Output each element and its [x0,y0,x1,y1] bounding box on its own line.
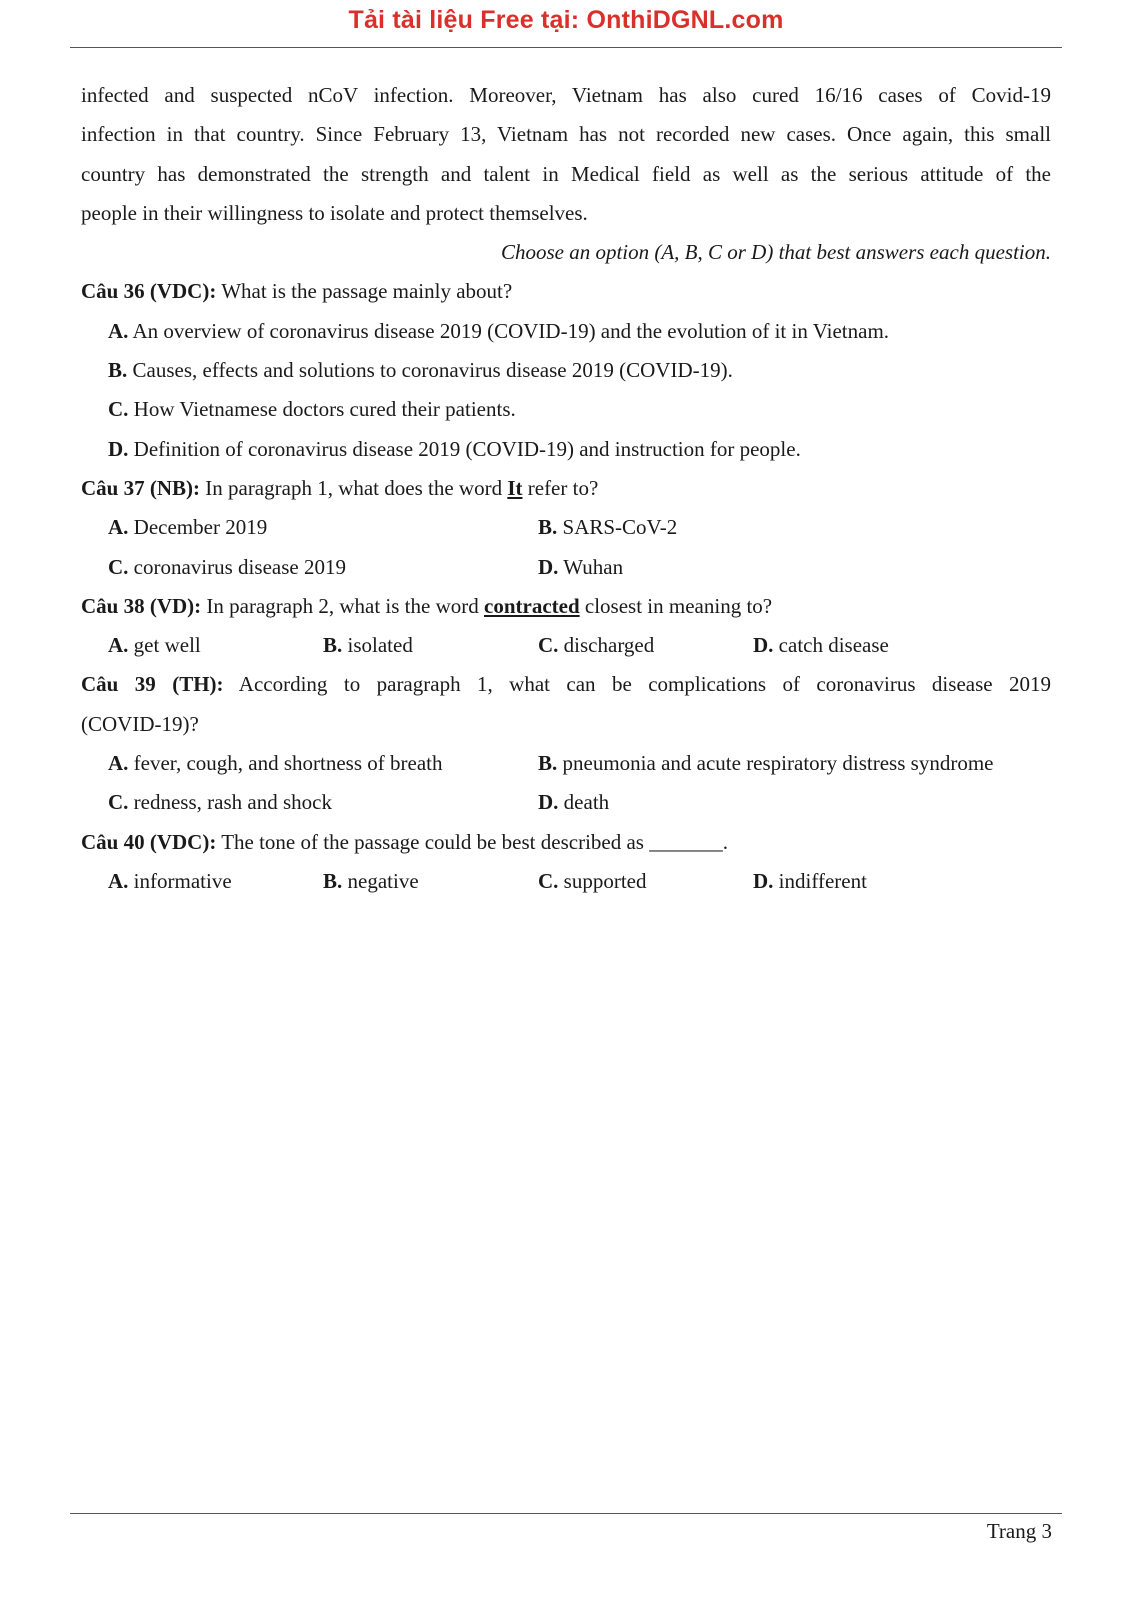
option-letter: A. [108,515,129,540]
option-text: Definition of coronavirus disease 2019 (COVID-19) and instruction for people. [128,436,801,461]
option-letter: B. [323,633,343,658]
option-row [81,744,1051,783]
option-row [81,508,1051,547]
option-text: indifferent [773,868,867,893]
option-a [108,508,538,547]
option-text: pneumonia and acute respiratory distress syndrome [557,751,994,776]
passage-line: people in their willingness to isolate and protect themselves. [81,200,588,225]
footer-divider [70,1513,1062,1514]
question-stem [81,469,1051,508]
question-stem [81,272,1051,311]
option-text: December 2019 [128,515,268,540]
question-keyword: It [507,475,523,500]
option-a [81,312,1051,351]
question-stem-continued: (COVID-19)? [81,711,199,736]
option-a [108,744,538,783]
option-text: death [558,790,610,815]
passage-line: infected and suspected nCoV infection. Moreover, Vietnam has also cured 16/16 cases of Covid-19 [81,83,1051,107]
option-c [538,626,753,665]
question-keyword: contracted [484,593,580,618]
option-letter: A. [108,633,129,658]
option-text: informative [128,868,232,893]
question-text: According to paragraph 1, what can be complications of coronavirus disease 2019 [223,672,1052,697]
header-site-link[interactable]: Tải tài liệu Free tại: OnthiDGNL.com [348,6,784,34]
question-text: In paragraph 2, what is the word [201,593,484,618]
option-text: An overview of coronavirus disease 2019 (COVID-19) and the evolution of it in Vietnam. [128,318,890,343]
option-d [538,783,968,822]
question-text: closest in meaning to? [579,593,773,618]
option-letter: D. [538,554,559,579]
option-letter: C. [108,790,129,815]
option-c [108,783,538,822]
instruction: Choose an option (A, B, C or D) that best answers each question. [500,240,1051,265]
question-36 [81,272,1051,468]
option-row [81,783,1051,822]
option-letter: C. [108,397,129,422]
option-text: fever, cough, and shortness of breath [128,751,443,776]
option-c [108,548,538,587]
option-text: negative [342,868,419,893]
option-c [81,390,1051,429]
option-letter: D. [753,868,774,893]
question-38 [81,587,1051,666]
option-text: Causes, effects and solutions to coronavirus disease 2019 (COVID-19). [127,358,733,383]
question-label: Câu 38 (VD): [81,593,202,618]
question-label: Câu 36 (VDC): [81,279,217,304]
option-text: discharged [558,633,655,658]
option-d [538,548,968,587]
passage [81,76,1051,233]
option-row [81,862,1051,901]
passage-line: infection in that country. Since February 13, Vietnam has not recorded new cases. Once again, this small [81,122,1051,147]
option-a [108,626,323,665]
option-a [108,862,323,901]
question-label: Câu 40 (VDC): [81,829,217,854]
option-text: redness, rash and shock [128,790,332,815]
question-text: refer to? [522,475,599,500]
document-body [81,76,1051,901]
question-text: In paragraph 1, what does the word [200,475,508,500]
option-letter: B. [538,515,558,540]
option-b [323,862,538,901]
option-row [81,548,1051,587]
header-divider [70,47,1062,48]
option-d [753,626,968,665]
option-letter: A. [108,868,129,893]
option-row [81,626,1051,665]
option-letter: D. [753,633,774,658]
option-letter: C. [538,633,559,658]
question-stem [81,823,1051,862]
passage-line: country has demonstrated the strength and talent in Medical field as well as the serious attitude of the [81,161,1051,186]
option-text: catch disease [773,633,889,658]
option-letter: B. [538,751,558,776]
option-letter: C. [108,554,129,579]
question-40 [81,823,1051,902]
question-text: What is the passage mainly about? [216,279,513,304]
option-text: get well [128,633,201,658]
option-b [81,351,1051,390]
option-text: coronavirus disease 2019 [128,554,346,579]
option-letter: D. [538,790,559,815]
question-text: The tone of the passage could be best described as _______. [216,829,728,854]
question-label: Câu 39 (TH): [81,672,224,697]
option-letter: B. [108,358,128,383]
option-text: How Vietnamese doctors cured their patients. [128,397,516,422]
option-letter: C. [538,868,559,893]
option-b [538,744,994,783]
option-text: supported [558,868,647,893]
option-b [323,626,538,665]
option-text: SARS-CoV-2 [557,515,678,540]
option-text: isolated [342,633,413,658]
question-label: Câu 37 (NB): [81,475,200,500]
option-b [538,508,968,547]
page-number: Trang 3 [986,1519,1052,1543]
option-text: Wuhan [558,554,624,579]
question-37 [81,469,1051,587]
option-d [753,862,968,901]
question-stem [81,665,1051,704]
option-d [81,430,1051,469]
option-letter: A. [108,318,129,343]
option-letter: D. [108,436,129,461]
question-39 [81,665,1051,822]
option-letter: B. [323,868,343,893]
question-stem [81,587,1051,626]
option-c [538,862,753,901]
option-letter: A. [108,751,129,776]
